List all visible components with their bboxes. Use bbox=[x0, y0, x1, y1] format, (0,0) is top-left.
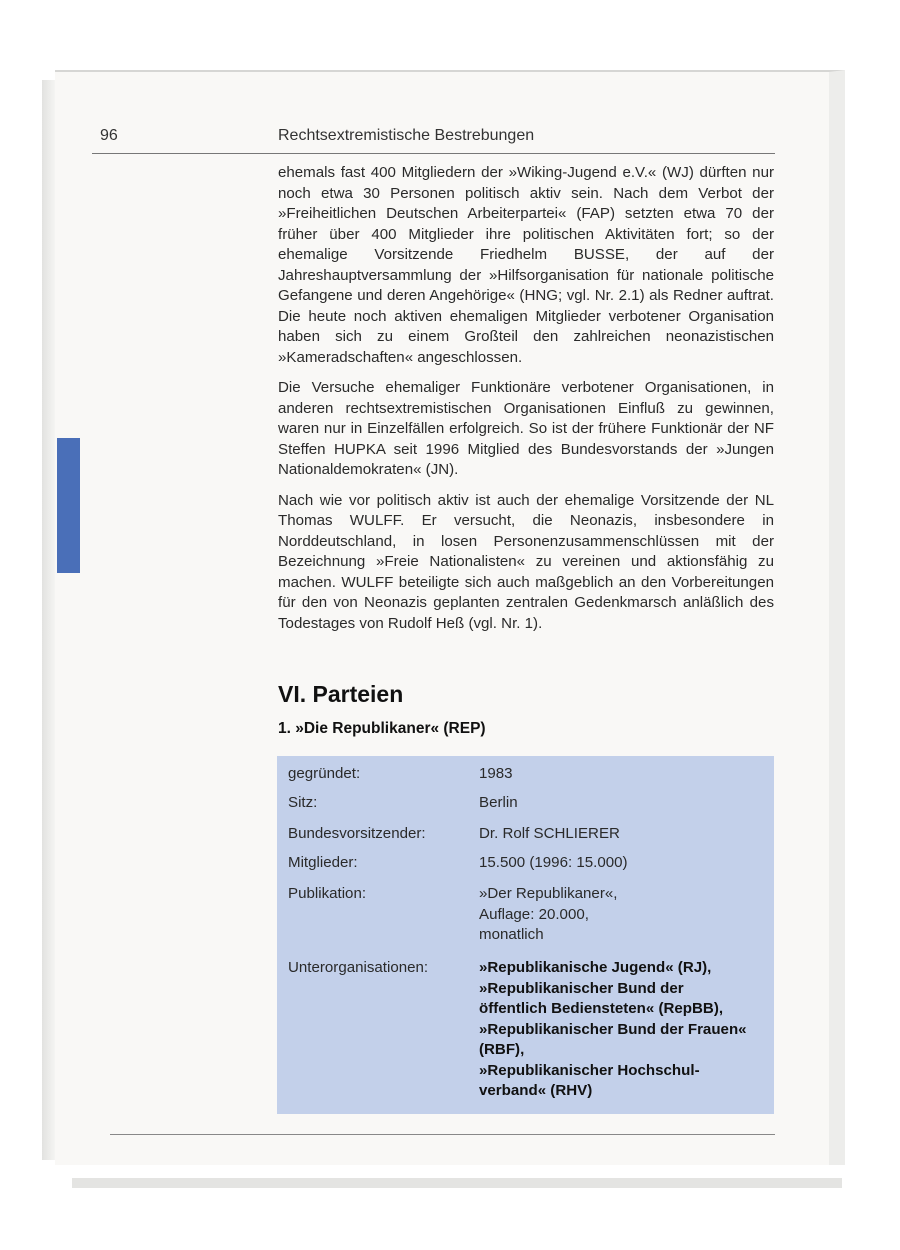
info-label: gegründet: bbox=[288, 765, 361, 782]
paragraph: Die Versuche ehemaliger Funktionäre verbotener Organisationen, in anderen rechtsextremistischen Organisationen Einfluß zu gewinnen, waren nur in Einzelfällen erfolgreich. So ist der frühere Funktionär der NF Steffen HUPKA seit 1996 Mitglied des Bundesvorstands der »Jungen Nationaldemokraten« (JN). bbox=[278, 379, 774, 478]
page-number: 96 bbox=[100, 127, 118, 144]
info-value: Dr. Rolf SCHLIERER bbox=[479, 825, 620, 842]
section-heading: VI. Parteien bbox=[278, 681, 404, 707]
info-value: 15.500 (1996: 15.000) bbox=[479, 854, 628, 871]
page-left-shadow bbox=[42, 80, 56, 1160]
info-value: »Republikanische Jugend« (RJ), »Republikanischer Bund der öffentlich Bediensteten« (RepBB), »Republikanischer Bund der Frauen« (RBF), »Republikanischer Hochschul- verband« (RHV) bbox=[479, 959, 747, 1099]
info-label: Bundesvorsitzender: bbox=[288, 825, 426, 842]
info-label: Mitglieder: bbox=[288, 854, 358, 871]
chapter-thumb-tab bbox=[57, 438, 80, 573]
info-label: Unterorganisationen: bbox=[288, 959, 429, 976]
footer-rule bbox=[110, 1134, 775, 1135]
body-text bbox=[278, 163, 774, 644]
paragraph: ehemals fast 400 Mitgliedern der »Wiking-Jugend e.V.« (WJ) dürften nur noch etwa 30 Personen politisch aktiv sein. Nach dem Verbot der »Freiheitlichen Deutschen Arbeiterpartei« (FAP) setzten etwa 70 der früher über 400 Mitglieder ihre politischen Aktivitäten fort; so der ehemalige Vorsitzende Friedhelm BUSSE, der auf der Jahreshauptversammlung der »Hilfsorganisation für nationale politische Gefangene und deren Angehörige« (HNG; vgl. Nr. 2.1) als Redner auftrat. Die heute noch aktiven ehemaligen Mitglieder verbotener Organisation haben sich zu einem Großteil den zahlreichen neonazistischen »Kameradschaften« angeschlossen. bbox=[278, 164, 774, 366]
info-value: Berlin bbox=[479, 794, 518, 811]
info-label: Publikation: bbox=[288, 885, 367, 902]
page-bottom-shadow bbox=[72, 1178, 842, 1188]
paragraph: Nach wie vor politisch aktiv ist auch der ehemalige Vorsitzende der NL Thomas WULFF. Er versucht, die Neonazis, insbesondere in Norddeutschland, in losen Personenzusammenschlüssen mit der Bezeichnung »Freie Nationalisten« zu vereinen und aktionsfähig zu machen. WULFF beteiligte sich auch maßgeblich an den Vorbereitungen für den von Neonazis geplanten zentralen Gedenkmarsch anläßlich des Todestages von Rudolf Heß (vgl. Nr. 1). bbox=[278, 491, 774, 632]
info-value: »Der Republikaner«, Auflage: 20.000, monatlich bbox=[479, 885, 618, 943]
party-info-box bbox=[277, 756, 774, 1114]
subsection-heading: 1. »Die Republikaner« (REP) bbox=[278, 720, 486, 737]
info-label: Sitz: bbox=[288, 794, 318, 811]
info-value: 1983 bbox=[479, 765, 513, 782]
header-rule bbox=[92, 153, 775, 154]
running-head: Rechtsextremistische Bestrebungen bbox=[278, 127, 535, 144]
